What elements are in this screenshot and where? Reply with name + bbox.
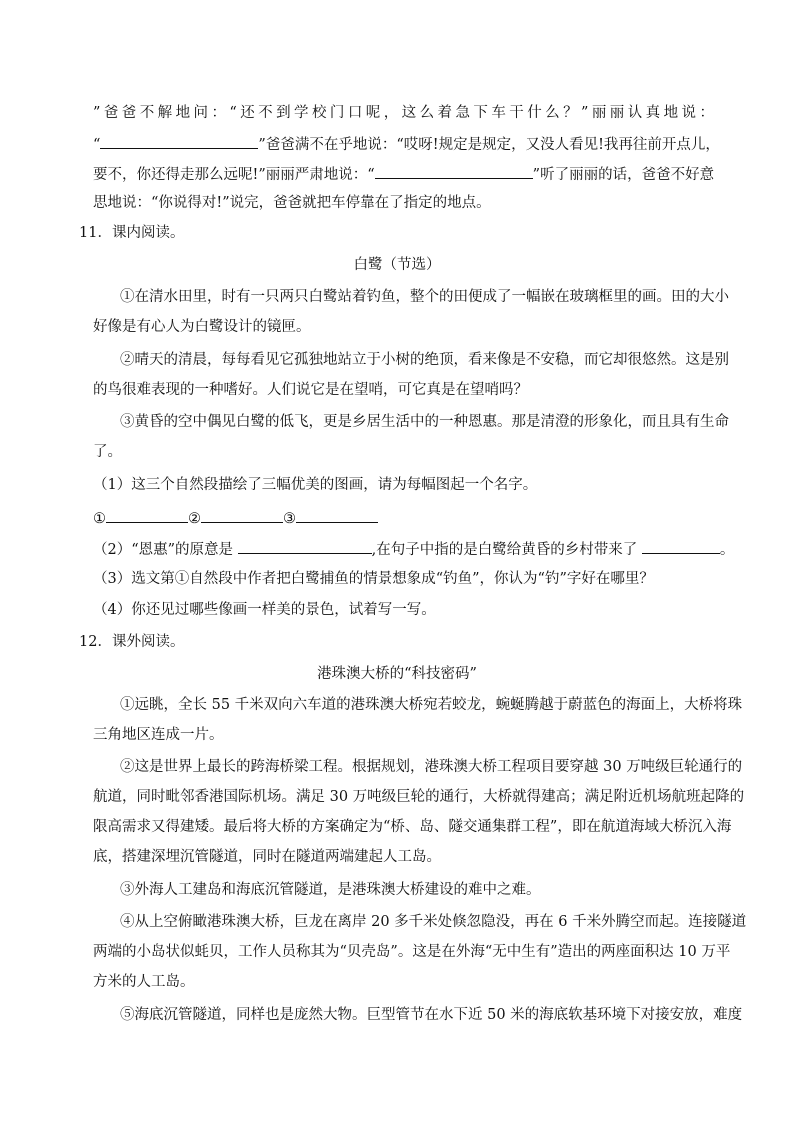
answer-blank-2[interactable] bbox=[375, 163, 533, 179]
q12-p4-line-1: ④从上空俯瞰港珠澳大桥，巨龙在离岸 20 多千米处倏忽隐没，再在 6 千米外腾空而起。连接隧道 bbox=[120, 914, 747, 930]
q12-p3-line-1: ③外海人工建岛和海底沉管隧道，是港珠澳大桥建设的难中之难。 bbox=[120, 882, 541, 898]
q12-p1-line-2: 三角地区连成一片。 bbox=[93, 727, 224, 743]
q11-subquestion-2 bbox=[93, 538, 734, 560]
story-line-3-after: ”听了丽丽的话，爸爸不好意 bbox=[532, 167, 715, 183]
picture-name-blank-2[interactable] bbox=[201, 507, 283, 523]
answer-blank-1[interactable] bbox=[100, 133, 258, 149]
q12-p2-line-4: 底，搭建深埋沉管隧道，同时在隧道两端建起人工岛。 bbox=[93, 849, 441, 865]
q12-p4-line-3: 方米的人工岛。 bbox=[93, 974, 195, 990]
blank-marker-2: ② bbox=[188, 511, 201, 527]
q12-p4-line-2: 两端的小岛状似蚝贝，工作人员称其为“贝壳岛”。这是在外海“无中生有”造出的两座面积达 10 万平 bbox=[93, 944, 731, 960]
q12-p2-line-1: ②这是世界上最长的跨海桥梁工程。根据规划，港珠澳大桥工程项目要穿越 30 万吨级巨轮通行的 bbox=[120, 759, 743, 775]
q12-p2-line-2: 航道，同时毗邻香港国际机场。满足 30 万吨级巨轮的通行，大桥就得建高；满足附近机场航班起降的 bbox=[93, 789, 745, 805]
story-line-1: ”爸爸不解地问：“还不到学校门口呢，这么着急下车干什么？”丽丽认真地说： bbox=[93, 105, 714, 121]
q11-subquestion-4: （4）你还见过哪些像画一样美的景色，试着写一写。 bbox=[93, 602, 436, 618]
blank-marker-3: ③ bbox=[283, 511, 296, 527]
q11-subquestion-1: （1）这三个自然段描绘了三幅优美的图画，请为每幅图起一个名字。 bbox=[93, 477, 538, 493]
q11-heading: 11．课内阅读。 bbox=[79, 225, 185, 241]
q11-p1-line-2: 好像是有心人为白鹭设计的镜匣。 bbox=[93, 319, 311, 335]
story-line-2-open-quote: “ bbox=[93, 137, 101, 153]
story-line-3 bbox=[93, 163, 714, 185]
q11-p1-line-1: ①在清水田里，时有一只两只白鹭站着钓鱼，整个的田便成了一幅嵌在玻璃框里的画。田的大小 bbox=[120, 289, 729, 305]
picture-name-blank-1[interactable] bbox=[106, 507, 188, 523]
q11-p2-line-2: 的鸟很难表现的一种嗜好。人们说它是在望哨，可它真是在望哨吗？ bbox=[93, 382, 528, 398]
story-line-2 bbox=[93, 133, 720, 155]
q11-p3-line-2: 了。 bbox=[93, 444, 122, 460]
story-line-4: 思地说：“你说得对!”说完，爸爸就把车停靠在了指定的地点。 bbox=[93, 195, 491, 211]
story-line-2-text: ”爸爸满不在乎地说：“哎呀!规定是规定，又没人看见!我再往前开点儿， bbox=[258, 137, 720, 153]
q11-p2-line-1: ②晴天的清晨，每每看见它孤独地站立于小树的绝顶，看来像是不安稳，而它却很悠然。这是别 bbox=[120, 352, 729, 368]
q11-sq2-text-c: 。 bbox=[719, 542, 735, 558]
q11-subquestion-1-blanks bbox=[93, 507, 378, 529]
q12-p2-line-3: 限高需求又得建矮。最后将大桥的方案确定为“桥、岛、隧交通集群工程”，即在航道海域大桥沉入海 bbox=[93, 819, 732, 835]
original-meaning-blank[interactable] bbox=[238, 538, 372, 554]
q11-sq2-text-a: （2）“恩惠”的原意是 bbox=[93, 542, 234, 558]
blank-marker-1: ① bbox=[93, 511, 106, 527]
q12-passage-title: 港珠澳大桥的“科技密码” bbox=[317, 666, 477, 682]
context-meaning-blank[interactable] bbox=[642, 538, 720, 554]
q11-p3-line-1: ③黄昏的空中偶见白鹭的低飞，更是乡居生活中的一种恩惠。那是清澄的形象化，而且具有生命 bbox=[120, 414, 729, 430]
picture-name-blank-3[interactable] bbox=[296, 507, 378, 523]
q12-p1-line-1: ①远眺，全长 55 千米双向六车道的港珠澳大桥宛若蛟龙，蜿蜒腾越于蔚蓝色的海面上，大桥将珠 bbox=[120, 697, 743, 713]
q11-subquestion-3: （3）选文第①自然段中作者把白鹭捕鱼的情景想象成“钓鱼”，你认为“钓”字好在哪里？ bbox=[93, 571, 654, 587]
q12-heading: 12．课外阅读。 bbox=[79, 634, 185, 650]
q12-p5-line-1: ⑤海底沉管隧道，同样也是庞然大物。巨型管节在水下近 50 米的海底软基环境下对接安放，难度 bbox=[120, 1007, 743, 1023]
q11-passage-title: 白鹭（节选） bbox=[353, 257, 441, 273]
story-line-3-text: 要不，你还得走那么远呢!”丽丽严肃地说：“ bbox=[93, 167, 375, 183]
q11-sq2-text-b: ,在句子中指的是白鹭给黄昏的乡村带来了 bbox=[371, 542, 638, 558]
